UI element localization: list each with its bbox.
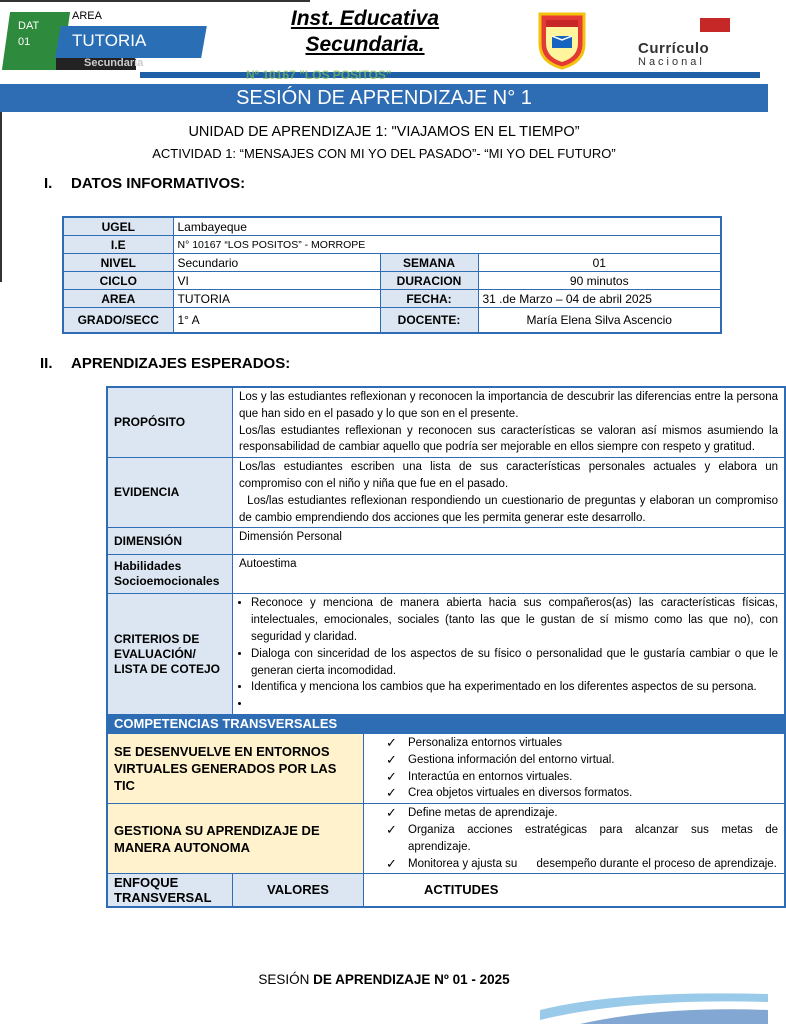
table-row [63,236,721,254]
proposito-text-2: Los/las estudiantes reflexionan y reconocen sus características se valoran así mismos asumiendo la responsabilidad de cambiar aquello que podría ser mejorable en ellos siempre con respeto y gratitud. [239,424,778,454]
table-row [63,308,721,334]
habilidades-value: Autoestima [233,555,786,594]
top-left-line [0,0,310,2]
competencia-1-label: SE DESENVUELVE EN ENTORNOS VIRTUALES GENERADOS POR LAS TIC [107,733,364,803]
check-item: ✓ Crea objetos virtuales en diversos formatos. [386,785,778,802]
secundaria-tag: Secundaria [84,57,144,69]
unit-title: UNIDAD DE APRENDIZAJE 1: "VIAJAMOS EN EL TIEMPO” [188,124,580,140]
actitudes-label: ACTITUDES [364,874,786,908]
criterio-item [251,696,778,713]
table-row [107,874,785,908]
enfoque-label: ENFOQUE TRANSVERSAL [107,874,233,908]
table-row [63,254,721,272]
criterios-label: CRITERIOS DE EVALUACIÓN/ LISTA DE COTEJO [107,594,233,715]
datos-informativos-table [62,216,722,334]
proposito-cell [233,387,786,458]
table-row [63,217,721,236]
header-underline [140,72,760,78]
criterio-item: • Dialoga con sinceridad de los aspectos de su físico o personalidad que le gustaría cambiar o que le generan cierta incomodidad. [251,646,778,680]
ciclo-label: CICLO [63,272,173,290]
competencia-1-cell [364,733,786,803]
table-row [63,272,721,290]
ugel-value: Lambayeque [173,217,721,236]
dat-tag-line2: 01 [18,36,31,48]
fecha-label: FECHA: [380,290,478,308]
table-row [107,458,785,528]
ciclo-value: VI [173,272,380,290]
grado-value: 1° A [173,308,380,334]
area-label: AREA [63,290,173,308]
check-item: ✓ Monitorea y ajusta su desempeño durante el proceso de aprendizaje. [386,856,778,873]
duracion-value: 90 minutos [478,272,721,290]
criterios-list [239,595,778,713]
ministry-mark [700,18,730,32]
session-title: SESIÓN DE APRENDIZAJE N° 1 [0,84,768,112]
competencia-2-cell [364,804,786,874]
area-value: TUTORIA [173,290,380,308]
footer-title: DE APRENDIZAJE Nº 01 - 2025 [309,972,510,987]
check-item: ✓ Personaliza entornos virtuales [386,735,778,752]
decorative-wave [540,980,768,1024]
check-item: ✓ Gestiona información del entorno virtual. [386,752,778,769]
school-shield-logo [536,10,588,70]
table-row [107,387,785,458]
table-row [107,528,785,555]
dat-tag [18,18,39,50]
valores-label: VALORES [233,874,364,908]
competencia-1-list [370,735,778,802]
ie-label: I.E [63,236,173,254]
dat-tag-line1: DAT [18,20,40,32]
section-1-number: I. [44,175,53,192]
section-1-title: DATOS INFORMATIVOS: [71,175,246,192]
dimension-value: Dimensión Personal [233,528,786,555]
competencia-2-label: GESTIONA SU APRENDIZAJE DE MANERA AUTONOMA [107,804,364,874]
table-row [107,804,785,874]
competencia-2-list [370,805,778,872]
check-item: ✓ Organiza acciones estratégicas para alcanzar sus metas de aprendizaje. [386,822,778,856]
curriculo-logo-line2: Nacional [638,56,705,68]
institution-title [260,6,470,58]
area-tag: AREA [72,10,102,22]
fecha-value: 31 .de Marzo – 04 de abril 2025 [478,290,721,308]
ugel-label: UGEL [63,217,173,236]
faded-school-name: Nº 10167 "LOS POSITOS" [246,68,392,82]
evidencia-text-2: Los/las estudiantes reflexionan respondiendo un cuestionario de preguntas y elaboran un compromiso de cambio emprendiendo dos acciones que les permita generar este desarrollo. [239,494,782,524]
nivel-label: NIVEL [63,254,173,272]
semana-label: SEMANA [380,254,478,272]
docente-value: María Elena Silva Ascencio [478,308,721,334]
table-row [107,714,785,733]
tutoria-label: TUTORIA [72,31,147,50]
table-row [63,290,721,308]
habilidades-label: Habilidades Socioemocionales [107,555,233,594]
proposito-text-1: Los y las estudiantes reflexionan y reconocen la importancia de descubrir las diferencias entre la persona que han sido en el pasado y lo que son en el presente. [239,391,778,420]
table-row [107,594,785,715]
proposito-label: PROPÓSITO [107,387,233,458]
nivel-value: Secundario [173,254,380,272]
grado-label: GRADO/SECC [63,308,173,334]
duracion-label: DURACION [380,272,478,290]
criterio-item: • Reconoce y menciona de manera abierta hacia sus compañeros(as) las características físicas, intelectuales, emocionales, sociales (tanto las que le gustan de sí mismo como las que no), con seguridad y claridad. [251,595,778,645]
table-row [107,555,785,594]
docente-label: DOCENTE: [380,308,478,334]
evidencia-text-1: Los/las estudiantes escriben una lista de sus características personales actuales y elabora un compromiso con el niño y niña que fue en el pasado. [239,461,778,490]
semana-value: 01 [478,254,721,272]
criterios-cell [233,594,786,715]
check-item: ✓ Interactúa en entornos virtuales. [386,769,778,786]
criterio-item: • Identifica y menciona los cambios que ha experimentado en los diferentes aspectos de su persona. [251,679,778,696]
evidencia-cell [233,458,786,528]
evidencia-label: EVIDENCIA [107,458,233,528]
footer-prefix: SESIÓN [258,972,310,987]
ie-value: N° 10167 “LOS POSITOS” - MORROPE [173,236,721,254]
curriculo-logo-line1: Currículo [638,40,710,57]
institution-title-line1: Inst. Educativa [290,7,440,30]
competencias-bar: COMPETENCIAS TRANSVERSALES [107,714,785,733]
section-2-number: II. [40,355,53,372]
activity-title: ACTIVIDAD 1: “MENSAJES CON MI YO DEL PASADO”- “MI YO DEL FUTURO” [152,146,616,161]
dimension-label: DIMENSIÓN [107,528,233,555]
aprendizajes-table [106,386,786,908]
table-row [107,733,785,803]
institution-title-line2: Secundaria. [305,33,425,56]
check-item: ✓ Define metas de aprendizaje. [386,805,778,822]
section-2-title: APRENDIZAJES ESPERADOS: [71,355,291,372]
